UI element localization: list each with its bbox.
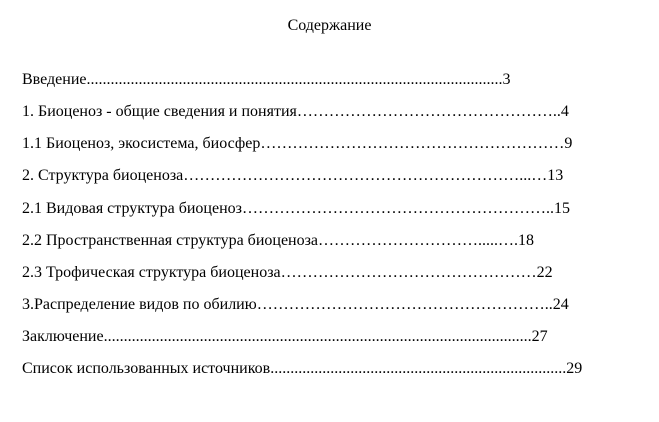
toc-entry (22, 102, 642, 122)
toc-entry (22, 263, 646, 283)
toc-entry (22, 70, 642, 90)
toc-entry (22, 327, 646, 347)
toc-entry-text: 2. Структура биоценоза………………………………………………………...…13 (22, 167, 564, 184)
toc-title: Содержание (287, 17, 372, 34)
toc-entry (22, 199, 646, 219)
toc-entry-text: Список использованных источников..........................................................................29 (22, 360, 583, 377)
toc-entry-text: 1. Биоценоз - общие сведения и понятия…………………………………………..4 (22, 103, 569, 120)
toc-entry-text: 2.3 Трофическая структура биоценоза…………………………………………22 (22, 264, 553, 281)
toc-entry (22, 231, 646, 251)
toc-entry (22, 134, 646, 154)
toc-entry (22, 359, 646, 379)
toc-entry-text: 2.1 Видовая структура биоценоз…………………………………………………..15 (22, 200, 570, 217)
toc-entry-text: 3.Распределение видов по обилию………………………………………………..24 (22, 296, 569, 313)
toc-entry (22, 166, 646, 186)
toc-entry-text: Заключение...........................................................................................................27 (22, 328, 548, 345)
toc-entry (22, 295, 646, 315)
toc-entry-text: Введение........................................................................................................3 (22, 71, 511, 88)
toc-entry-text: 1.1 Биоценоз, экосистема, биосфер…………………………………………………9 (22, 135, 573, 152)
toc-entry-text: 2.2 Пространственная структура биоценоза………………………….....….18 (22, 232, 535, 249)
